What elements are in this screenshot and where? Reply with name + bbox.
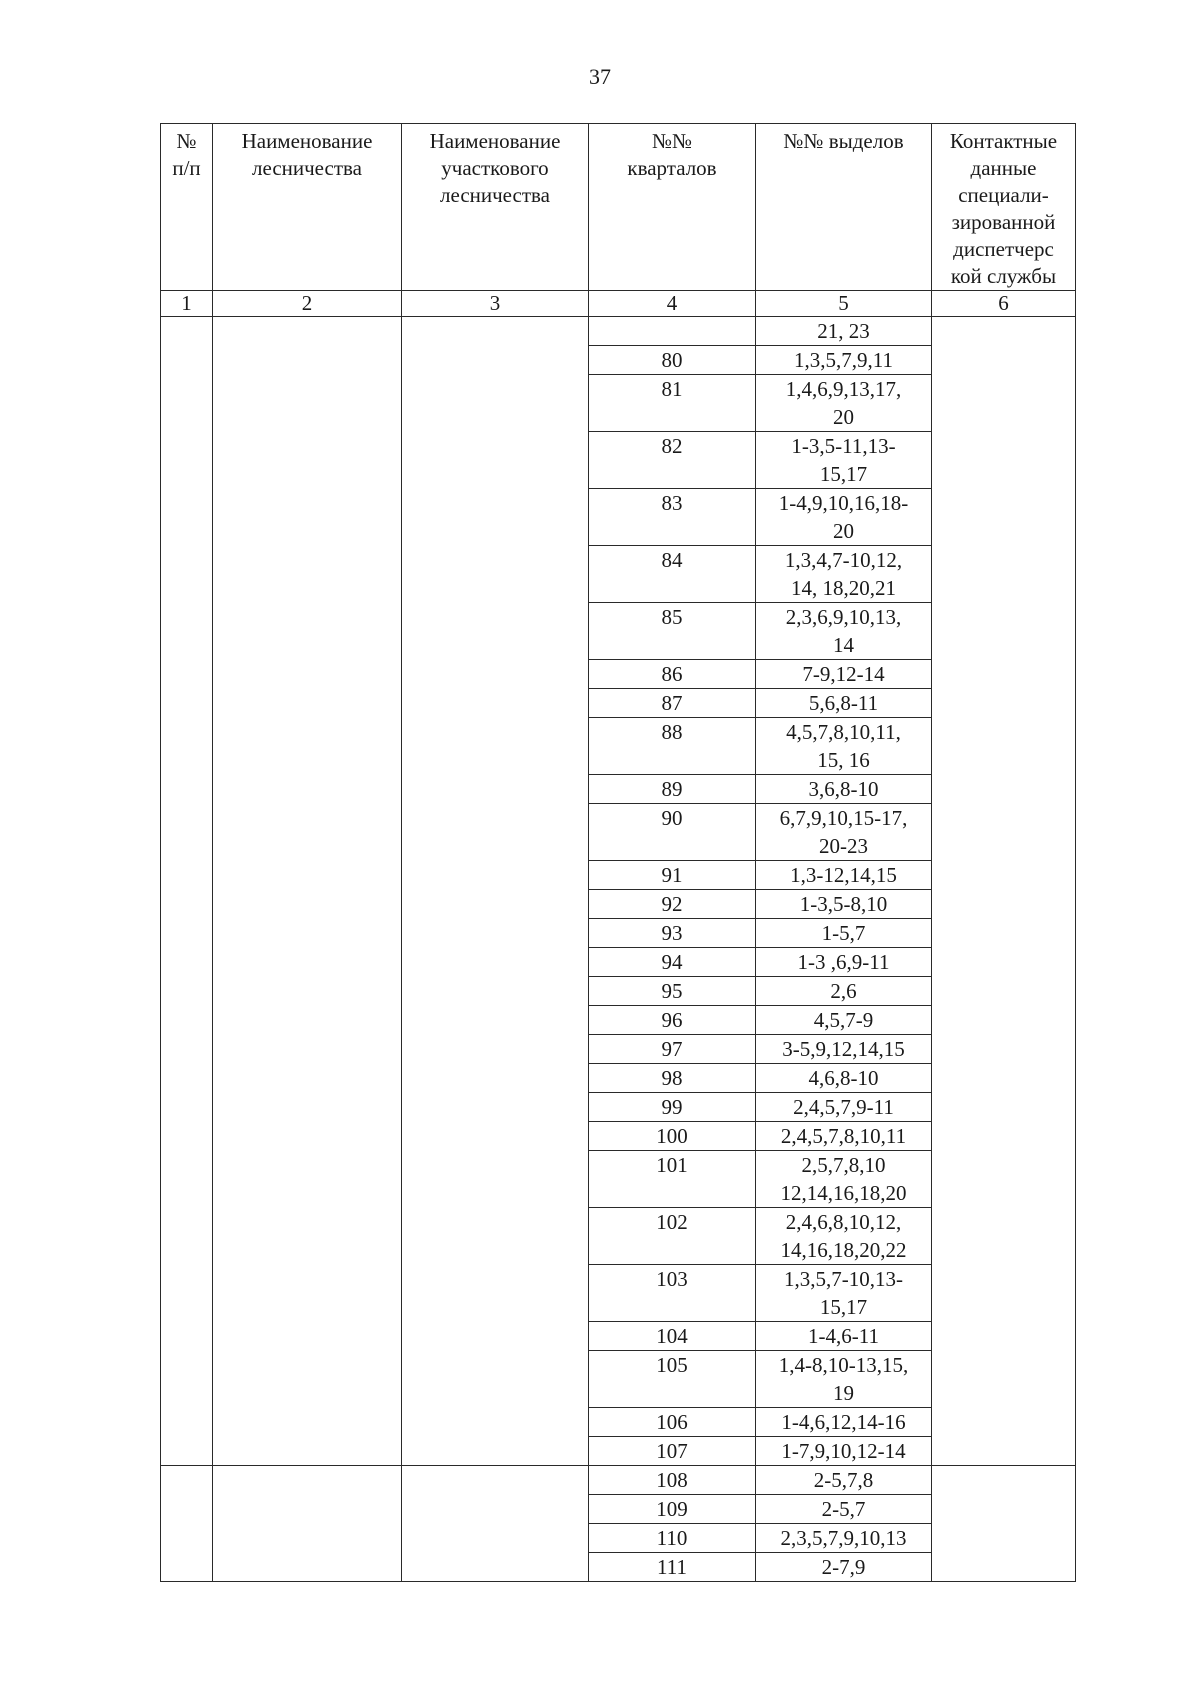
section-line: 4,6,8-10 bbox=[808, 1066, 879, 1090]
header-line: № bbox=[176, 129, 197, 153]
section-line: 5,6,8-11 bbox=[808, 691, 879, 715]
column-number: 4 bbox=[589, 291, 756, 317]
section-numbers bbox=[756, 346, 932, 375]
section-line: 14, 18,20,21 bbox=[791, 576, 896, 600]
section-line: 2,3,5,7,9,10,13 bbox=[780, 1526, 907, 1550]
header-line: №№ выделов bbox=[783, 129, 904, 153]
section-line: 6,7,9,10,15-17, bbox=[779, 806, 908, 830]
column-number-row bbox=[161, 291, 1076, 317]
header-row-number bbox=[161, 124, 213, 291]
quarter-number: 89 bbox=[589, 775, 756, 804]
section-line: 1-3,5-11,13- bbox=[791, 434, 896, 458]
quarter-number: 107 bbox=[589, 1437, 756, 1466]
section-line: 2-5,7,8 bbox=[813, 1468, 874, 1492]
header-forestry-name bbox=[213, 124, 402, 291]
section-line: 2,5,7,8,10 bbox=[801, 1153, 886, 1177]
header-line: диспетчерс bbox=[953, 237, 1054, 261]
quarter-number: 98 bbox=[589, 1064, 756, 1093]
section-numbers bbox=[756, 948, 932, 977]
quarter-number: 90 bbox=[589, 804, 756, 861]
group-b-district-forestry-cell bbox=[402, 1466, 589, 1582]
column-number: 1 bbox=[161, 291, 213, 317]
section-numbers bbox=[756, 804, 932, 861]
header-line: специали- bbox=[958, 183, 1049, 207]
section-line: 20 bbox=[833, 405, 854, 429]
quarter-number bbox=[589, 317, 756, 346]
section-numbers bbox=[756, 861, 932, 890]
group-b-row-number-cell bbox=[161, 1466, 213, 1582]
section-numbers bbox=[756, 1495, 932, 1524]
section-numbers bbox=[756, 1064, 932, 1093]
section-line: 14,16,18,20,22 bbox=[780, 1238, 907, 1262]
section-line: 1-4,6-11 bbox=[808, 1324, 879, 1348]
section-line: 2,4,6,8,10,12, bbox=[785, 1210, 902, 1234]
section-line: 20-23 bbox=[819, 834, 868, 858]
section-line: 1-3,5-8,10 bbox=[799, 892, 888, 916]
quarter-number: 92 bbox=[589, 890, 756, 919]
section-line: 1-5,7 bbox=[821, 921, 866, 945]
section-numbers bbox=[756, 977, 932, 1006]
section-line: 12,14,16,18,20 bbox=[780, 1181, 907, 1205]
section-numbers bbox=[756, 1553, 932, 1582]
quarter-number: 82 bbox=[589, 432, 756, 489]
section-numbers bbox=[756, 1265, 932, 1322]
quarter-number: 99 bbox=[589, 1093, 756, 1122]
section-line: 1-4,6,12,14-16 bbox=[781, 1410, 906, 1434]
quarter-number: 103 bbox=[589, 1265, 756, 1322]
quarter-number: 80 bbox=[589, 346, 756, 375]
page-number: 37 bbox=[589, 64, 611, 89]
table-row bbox=[161, 1466, 1076, 1495]
quarter-number: 87 bbox=[589, 689, 756, 718]
quarter-number: 81 bbox=[589, 375, 756, 432]
header-line: участкового bbox=[441, 156, 549, 180]
group-a-district-forestry-cell bbox=[402, 317, 589, 1466]
header-quarter-numbers bbox=[589, 124, 756, 291]
section-line: 2-7,9 bbox=[821, 1555, 866, 1579]
section-line: 7-9,12-14 bbox=[802, 662, 885, 686]
quarter-number: 83 bbox=[589, 489, 756, 546]
section-numbers bbox=[756, 1466, 932, 1495]
section-line: 20 bbox=[833, 519, 854, 543]
section-numbers bbox=[756, 1035, 932, 1064]
header-line: Наименование bbox=[241, 129, 373, 153]
group-a-forestry-name-cell bbox=[213, 317, 402, 1466]
header-line: п/п bbox=[172, 156, 201, 180]
quarter-number: 110 bbox=[589, 1524, 756, 1553]
quarter-number: 85 bbox=[589, 603, 756, 660]
section-line: 1,3,5,7,9,11 bbox=[794, 348, 893, 372]
header-line: кварталов bbox=[627, 156, 717, 180]
group-b-forestry-name-cell bbox=[213, 1466, 402, 1582]
section-numbers bbox=[756, 1524, 932, 1553]
table-row bbox=[161, 317, 1076, 346]
header-line: данные bbox=[970, 156, 1037, 180]
quarter-number: 108 bbox=[589, 1466, 756, 1495]
section-line: 1-4,9,10,16,18- bbox=[778, 491, 909, 515]
quarter-number: 97 bbox=[589, 1035, 756, 1064]
column-number: 6 bbox=[932, 291, 1076, 317]
section-line: 3,6,8-10 bbox=[808, 777, 879, 801]
section-numbers bbox=[756, 375, 932, 432]
quarter-number: 101 bbox=[589, 1151, 756, 1208]
quarter-number: 88 bbox=[589, 718, 756, 775]
header-line: Контактные bbox=[949, 129, 1058, 153]
section-line: 21, 23 bbox=[817, 319, 870, 343]
section-line: 4,5,7-9 bbox=[813, 1008, 874, 1032]
column-number: 2 bbox=[213, 291, 402, 317]
quarter-number: 95 bbox=[589, 977, 756, 1006]
section-numbers bbox=[756, 1093, 932, 1122]
quarter-number: 84 bbox=[589, 546, 756, 603]
section-numbers bbox=[756, 1408, 932, 1437]
section-line: 4,5,7,8,10,11, bbox=[786, 720, 901, 744]
quarter-number: 91 bbox=[589, 861, 756, 890]
section-line: 1,4-8,10-13,15, bbox=[778, 1353, 909, 1377]
section-line: 3-5,9,12,14,15 bbox=[782, 1037, 905, 1061]
header-line: кой службы bbox=[950, 264, 1057, 288]
section-numbers bbox=[756, 1122, 932, 1151]
section-numbers bbox=[756, 890, 932, 919]
group-b-dispatch-contacts-cell bbox=[932, 1466, 1076, 1582]
section-numbers bbox=[756, 1322, 932, 1351]
header-dispatch-contacts bbox=[932, 124, 1076, 291]
header-line: зированной bbox=[951, 210, 1056, 234]
section-line: 2,4,5,7,8,10,11 bbox=[780, 1124, 907, 1148]
group-a-dispatch-contacts-cell bbox=[932, 317, 1076, 1466]
section-numbers bbox=[756, 489, 932, 546]
column-number: 3 bbox=[402, 291, 589, 317]
section-numbers bbox=[756, 1437, 932, 1466]
quarter-number: 93 bbox=[589, 919, 756, 948]
quarter-number: 106 bbox=[589, 1408, 756, 1437]
section-numbers bbox=[756, 775, 932, 804]
section-line: 1-3 ,6,9-11 bbox=[797, 950, 890, 974]
section-line: 15,17 bbox=[819, 462, 868, 486]
quarter-number: 86 bbox=[589, 660, 756, 689]
quarter-number: 109 bbox=[589, 1495, 756, 1524]
quarter-number: 96 bbox=[589, 1006, 756, 1035]
group-a-row-number-cell bbox=[161, 317, 213, 1466]
section-numbers bbox=[756, 718, 932, 775]
quarter-number: 94 bbox=[589, 948, 756, 977]
section-line: 19 bbox=[833, 1381, 854, 1405]
section-numbers bbox=[756, 919, 932, 948]
header-line: Наименование bbox=[429, 129, 561, 153]
section-numbers bbox=[756, 660, 932, 689]
section-line: 1,4,6,9,13,17, bbox=[785, 377, 902, 401]
quarter-number: 104 bbox=[589, 1322, 756, 1351]
section-line: 15,17 bbox=[819, 1295, 868, 1319]
table-body bbox=[161, 317, 1076, 1582]
header-line: лесничества bbox=[440, 183, 550, 207]
forest-quarters-table bbox=[160, 123, 1076, 1582]
section-line: 1,3,4,7-10,12, bbox=[784, 548, 903, 572]
section-numbers bbox=[756, 689, 932, 718]
quarter-number: 100 bbox=[589, 1122, 756, 1151]
section-numbers bbox=[756, 1151, 932, 1208]
section-line: 1,3,5,7-10,13- bbox=[784, 1267, 903, 1291]
header-line: лесничества bbox=[252, 156, 362, 180]
section-numbers bbox=[756, 546, 932, 603]
section-line: 1,3-12,14,15 bbox=[790, 863, 897, 887]
column-number: 5 bbox=[756, 291, 932, 317]
header-row bbox=[161, 124, 1076, 291]
header-section-numbers bbox=[756, 124, 932, 291]
section-numbers bbox=[756, 317, 932, 346]
quarter-number: 102 bbox=[589, 1208, 756, 1265]
section-line: 2-5,7 bbox=[821, 1497, 866, 1521]
section-numbers bbox=[756, 1006, 932, 1035]
quarter-number: 105 bbox=[589, 1351, 756, 1408]
header-line: №№ bbox=[651, 129, 693, 153]
section-numbers bbox=[756, 432, 932, 489]
section-numbers bbox=[756, 1351, 932, 1408]
header-district-forestry-name bbox=[402, 124, 589, 291]
section-line: 15, 16 bbox=[817, 748, 870, 772]
section-line: 2,6 bbox=[830, 979, 857, 1003]
section-line: 1-7,9,10,12-14 bbox=[781, 1439, 906, 1463]
section-line: 14 bbox=[833, 633, 854, 657]
section-line: 2,3,6,9,10,13, bbox=[785, 605, 902, 629]
section-numbers bbox=[756, 603, 932, 660]
section-numbers bbox=[756, 1208, 932, 1265]
quarter-number: 111 bbox=[589, 1553, 756, 1582]
section-line: 2,4,5,7,9-11 bbox=[793, 1095, 894, 1119]
